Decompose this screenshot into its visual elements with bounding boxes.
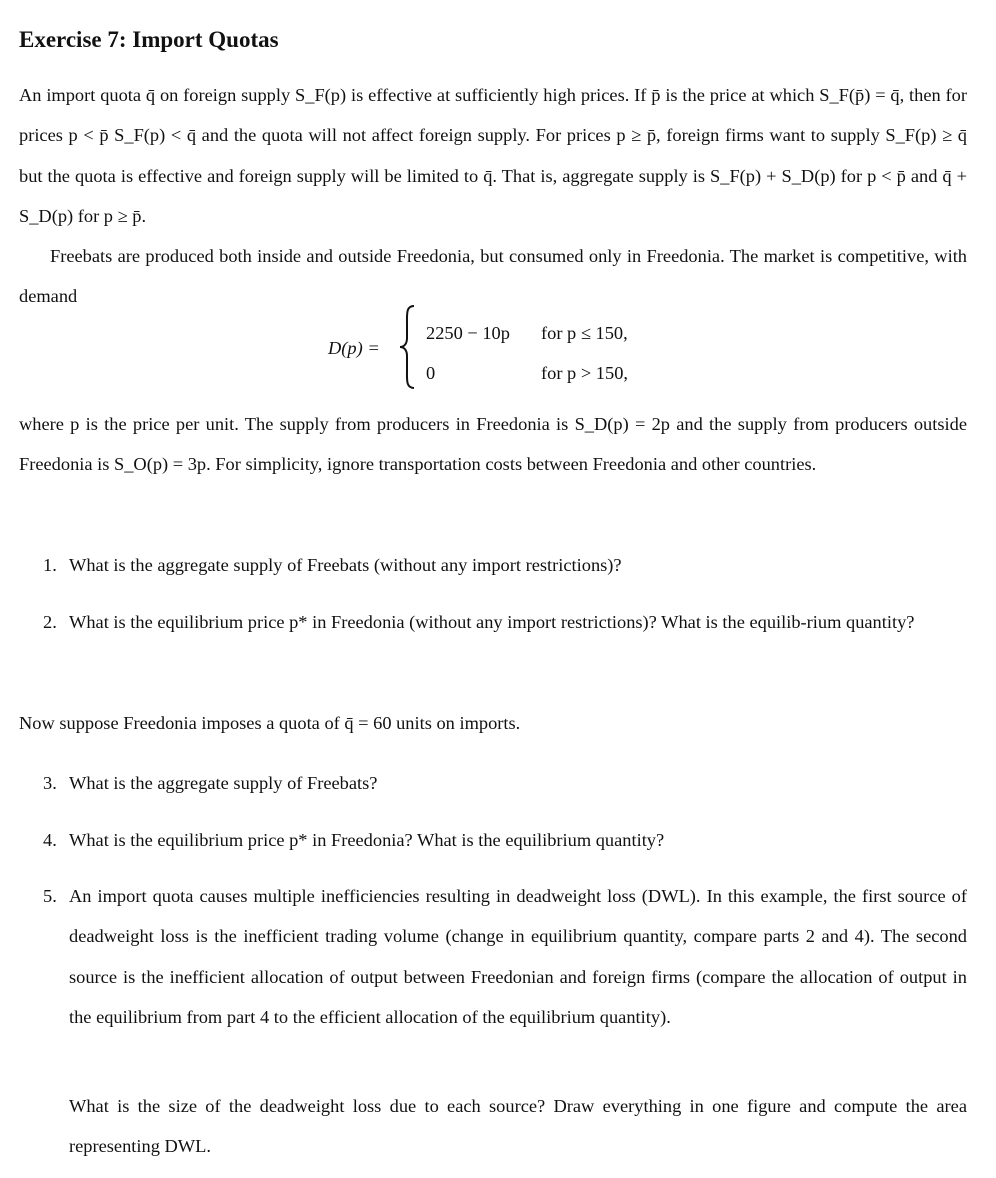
- question-3: [43, 763, 967, 803]
- question-number: 1.: [43, 555, 57, 575]
- supply-paragraph: where p is the price per unit. The supply from producers in Freedonia is S_D(p) = 2p and the supply from producers outside Freedonia is S_O(p) = 3p. For simplicity, ignore transportation costs between Freedonia and other countries.: [19, 414, 967, 475]
- question-2: [43, 602, 967, 642]
- demand-case1-cond: for p ≤ 150,: [541, 323, 628, 343]
- question-number: 2.: [43, 612, 57, 632]
- question-4: [43, 820, 967, 860]
- demand-lhs: D(p) =: [328, 338, 380, 358]
- question-number: 4.: [43, 830, 57, 850]
- question-5: [43, 876, 967, 1037]
- market-paragraph: Freebats are produced both inside and outside Freedonia, but consumed only in Freedonia. The market is competitive, with demand: [19, 246, 967, 307]
- question-text: An import quota causes multiple inefficiencies resulting in deadweight loss (DWL). In this example, the first source of deadweight loss is the inefficient trading volume (change in equilibrium quantity, compare parts 2 and 4). The second source is the inefficient allocation of output between Freedonian and foreign firms (compare the allocation of output in the equilibrium from part 4 to the efficient allocation of the equilibrium quantity).: [69, 886, 967, 1027]
- question-text: What is the aggregate supply of Freebats?: [69, 773, 378, 793]
- demand-case1-expr: 2250 − 10p: [426, 323, 510, 343]
- question-text: What is the equilibrium price p* in Freedonia? What is the equilibrium quantity?: [69, 830, 665, 850]
- question-text: What is the aggregate supply of Freebats (without any import restrictions)?: [69, 555, 622, 575]
- demand-case2-cond: for p > 150,: [541, 363, 628, 383]
- exercise-title: Exercise 7: Import Quotas: [19, 27, 279, 52]
- intro-paragraph: An import quota q̄ on foreign supply S_F(p) is effective at sufficiently high prices. If p̄ is the price at which S_F(p̄) = q̄, then for prices p < p̄ S_F(p) < q̄ and the quota will not affect foreign supply. For prices p ≥ p̄, foreign firms want to supply S_F(p) ≥ q̄ but the quota is effective and foreign supply will be limited to q̄. That is, aggregate supply is S_F(p) + S_D(p) for p < p̄ and q̄ + S_D(p) for p ≥ p̄.: [19, 85, 967, 226]
- left-brace-icon: [398, 304, 420, 390]
- question-text: What is the equilibrium price p* in Freedonia (without any import restrictions)? What is the equilib-rium quantity?: [69, 612, 915, 632]
- question-number: 5.: [43, 886, 57, 906]
- quota-paragraph: Now suppose Freedonia imposes a quota of q̄ = 60 units on imports.: [19, 713, 521, 733]
- demand-case2-expr: 0: [426, 363, 436, 383]
- question-number: 3.: [43, 773, 57, 793]
- question-5-followup: What is the size of the deadweight loss due to each source? Draw everything in one figure and compute the area representing DWL.: [69, 1096, 967, 1157]
- question-1: [43, 545, 967, 585]
